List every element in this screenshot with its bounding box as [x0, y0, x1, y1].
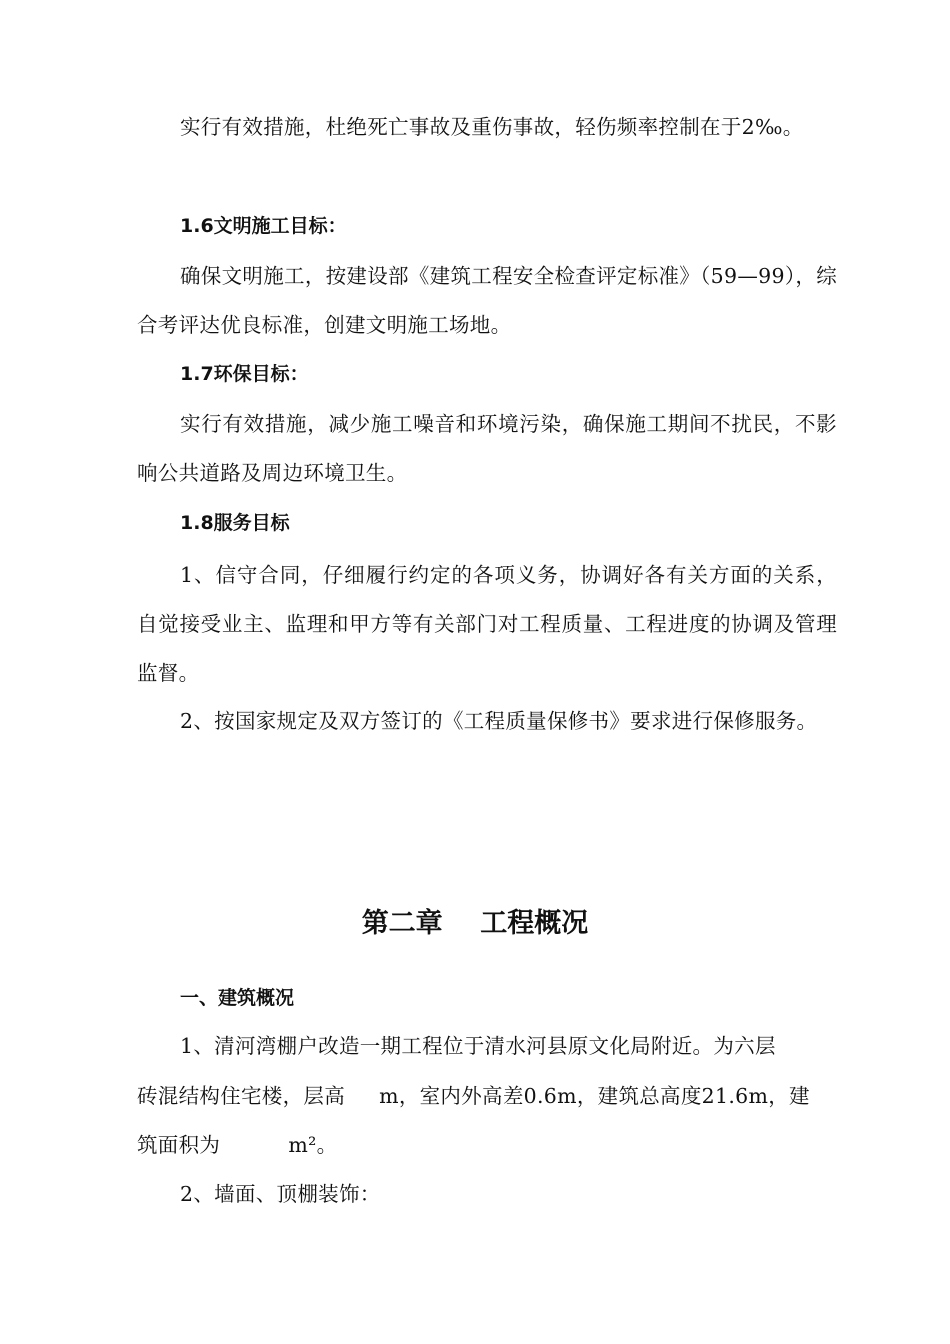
heading-civilized-construction: 1.6文明施工目标：: [180, 215, 347, 237]
section-heading-building-overview: 一、建筑概况: [180, 987, 295, 1009]
paragraph-service-item-2: 2、按国家规定及双方签订的《工程质量保修书》要求进行保修服务。: [180, 709, 818, 733]
paragraph-safety-measures: 实行有效措施，杜绝死亡事故及重伤事故，轻伤频率控制在于2‰。: [180, 115, 804, 139]
building-overview-line-2: 砖混结构住宅楼，层高 m，室内外高差0.6m，建筑总高度21.6m，建: [137, 1084, 810, 1108]
chapter-title: 第二章 工程概况: [361, 908, 589, 939]
heading-service-target: 1.8服务目标: [180, 512, 290, 534]
building-overview-line-1: 1、清河湾棚户改造一期工程位于清水河县原文化局附近。为六层: [180, 1034, 776, 1058]
heading-environmental-target: 1.7环保目标：: [180, 363, 309, 385]
paragraph-service-item-1: 1、信守合同，仔细履行约定的各项义务，协调好各有关方面的关系，自觉接受业主、监理和甲方等有关部门对工程质量、工程进度的协调及管理监督。: [137, 563, 837, 685]
paragraph-environmental-target: 实行有效措施，减少施工噪音和环境污染，确保施工期间不扰民，不影响公共道路及周边环境卫生。: [137, 412, 837, 485]
building-overview-line-3: 筑面积为 m²。: [137, 1133, 338, 1157]
wall-ceiling-decoration-line: 2、墙面、顶棚装饰：: [180, 1182, 381, 1206]
paragraph-civilized-construction: 确保文明施工，按建设部《建筑工程安全检查评定标准》（59—99），综合考评达优良标准，创建文明施工场地。: [137, 264, 837, 337]
